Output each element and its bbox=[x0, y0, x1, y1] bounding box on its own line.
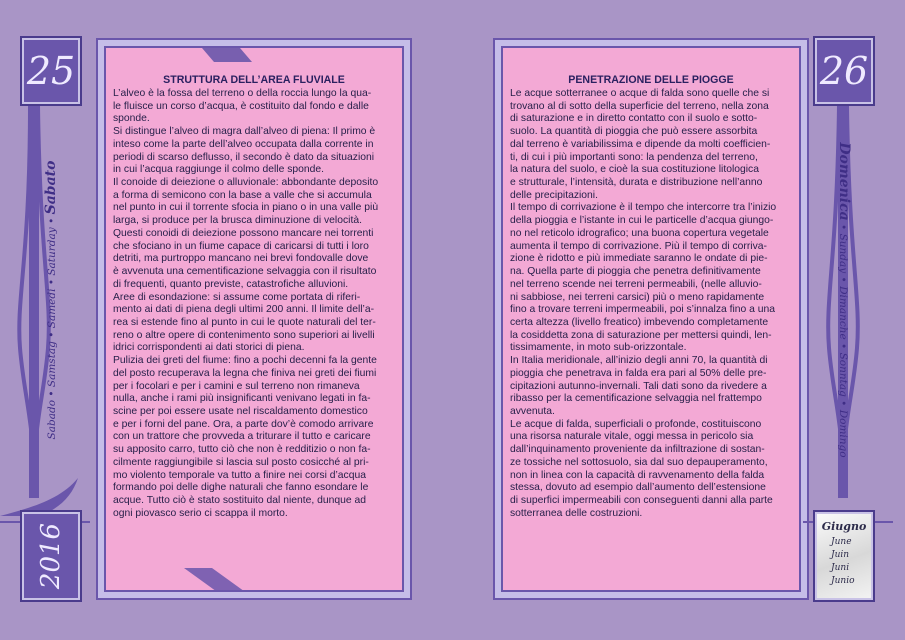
month-de: Juni bbox=[831, 563, 850, 573]
left-weekday-main: Sabato bbox=[43, 160, 59, 215]
left-weekday-en: Saturday bbox=[46, 227, 58, 276]
left-page-text-line: mento ai dati di piena degli ultimi 200 anni. Il limite dell’a- bbox=[113, 304, 375, 316]
left-page-text-line: inteso come la parte dell’alveo occupata dalla corrente in bbox=[113, 138, 374, 150]
left-page-text-line: mo violento temporale va tutto a finire nei corsi d’acqua bbox=[113, 469, 366, 481]
left-page-text-line: a forma di semicono con la base a valle che si accumula bbox=[113, 189, 372, 201]
left-page-text-line: su apposito carro, tutto ciò che non è redditizio o non fa- bbox=[113, 444, 371, 456]
right-page-text-line: In Italia meridionale, all’inizio degli anni 70, la quantità di bbox=[510, 355, 768, 367]
left-page-text-line: di frequenti, quanto previste, catastrofiche alluvioni. bbox=[113, 278, 349, 290]
right-page-text-line: Il tempo di corrivazione è il tempo che intercorre tra l’inizio bbox=[510, 202, 777, 214]
left-page-text-line: larga, si produce per la brusca diminuzione di velocità. bbox=[113, 215, 362, 227]
left-page-text-line: detriti, ma purtroppo mancano nei brevi fondovalle dove bbox=[113, 253, 369, 265]
left-weekday-de: Samstag bbox=[46, 341, 58, 388]
right-page-body bbox=[510, 88, 793, 520]
right-date-band bbox=[815, 38, 883, 600]
left-page-text-line: Aree di esondazione: si assume come portata di riferi- bbox=[113, 291, 361, 303]
right-page-panel bbox=[501, 46, 801, 592]
left-page-paragraph bbox=[113, 292, 396, 356]
left-page-text-line: le fluisce un corso d’acqua, è costituito dal fondo e dalle bbox=[113, 100, 369, 112]
right-page-paragraph bbox=[510, 355, 793, 419]
right-page-text-line: della pioggia e l’istante in cui le particelle d’acqua giungo- bbox=[510, 215, 774, 227]
right-weekday-de: Sonntag bbox=[837, 352, 849, 397]
right-page-title: PENETRAZIONE DELLE PIOGGE bbox=[568, 74, 734, 86]
year-label: 2016 bbox=[36, 522, 66, 590]
left-page-text-line: Si distingue l’alveo di magra dall’alveo di piena: Il primo è bbox=[113, 126, 376, 138]
right-page-text-line: nel terreno scende nei terreni permeabili, (nelle alluvio- bbox=[510, 278, 762, 290]
right-page-text-line: pioggia che penetrava in falda era pari al 50% delle pre- bbox=[510, 367, 767, 379]
right-page-text-line: ni sabbiose, nei terreni carsici) più o meno rapidamente bbox=[510, 291, 765, 303]
right-weekday-en: Sunday bbox=[837, 233, 849, 274]
right-page-text-line: di superfici impermeabili con conseguenti danni alla parte bbox=[510, 495, 773, 506]
left-day-number: 25 bbox=[22, 38, 80, 104]
right-page-text-line: zione è ridotto e più immediate saranno le ondate di pie- bbox=[510, 253, 768, 265]
left-page-paragraph bbox=[113, 177, 396, 228]
right-page-paragraph bbox=[510, 419, 793, 521]
right-page-text-line: una risorsa naturale vitale, oggi messa in pericolo sia bbox=[510, 431, 754, 443]
right-page-text-line: no nel reticolo idrografico; una buona copertura vegetale bbox=[510, 227, 769, 239]
left-page-paragraph bbox=[113, 355, 396, 520]
left-page-text-line: scine per poi essere usate nel riscaldamento domestico bbox=[113, 405, 368, 417]
left-weekday-list: Sabado • Samstag • Samedi • Saturday • Sabato bbox=[43, 160, 59, 440]
left-page-paragraph bbox=[113, 126, 396, 177]
left-page-title: STRUTTURA DELL’AREA FLUVIALE bbox=[163, 74, 345, 86]
right-page-text-line: certa altezza (livello freatico) imbevendo completamente bbox=[510, 316, 769, 328]
left-page-text-line: Il conoide di deiezione o alluvionale: abbondante deposito bbox=[113, 177, 379, 189]
right-weekday-es: Domingo bbox=[837, 409, 849, 458]
right-page-text-line: avvenuta. bbox=[510, 405, 555, 417]
left-page-text-line: cilmente raggiungibile si lascia sul posto cosicché al pri- bbox=[113, 456, 369, 468]
left-page-text-line: in cui l’acqua raggiunge il colmo delle sponde. bbox=[113, 164, 325, 176]
right-page-text-line: stessa, dovuto ad esempio dall’aumento dell’estensione bbox=[510, 482, 766, 494]
right-weekday-fr: Dimanche bbox=[837, 286, 849, 340]
right-page-paragraph bbox=[510, 202, 793, 355]
left-weekday-es: Sabado bbox=[46, 399, 58, 440]
left-page-text-line: che sfociano in un fiume capace di caricarsi di tutti i loro bbox=[113, 240, 369, 252]
right-page-text-line: delle precipitazioni. bbox=[510, 189, 598, 201]
left-page-text-line: sponde. bbox=[113, 113, 150, 125]
left-page-text-line: reno o altre opere di contenimento sono superiori ai livelli bbox=[113, 329, 375, 341]
right-weekday-list: Domenica • Sunday • Dimanche • Sonntag • Domingo bbox=[836, 142, 852, 458]
left-page-text-line: Pulizia dei greti del fiume: fino a pochi decenni fa la gente bbox=[113, 355, 377, 367]
left-page-text-line: rea si estende fino al punto in cui le quote naturali del ter- bbox=[113, 316, 376, 328]
left-page-text-line: nulla, anche i rami più insignificanti venivano legati in fa- bbox=[113, 393, 371, 405]
left-page-text-line: periodi di scarso deflusso, il secondo è dato da situazioni bbox=[113, 151, 375, 163]
right-page-text-line: e strutturale, l’intensità, durata e distribuzione nell’anno bbox=[510, 177, 763, 189]
month-box bbox=[815, 512, 873, 600]
right-page-text-line: dal terreno è variabilissima e dipende da molti coefficien- bbox=[510, 138, 771, 150]
left-page-text-line: idrici corrispondenti ai dati storici di piena. bbox=[113, 342, 305, 354]
left-page-paragraph bbox=[113, 228, 396, 292]
right-page-text-line: sotterranea delle costruzioni. bbox=[510, 507, 643, 519]
month-translations bbox=[831, 536, 855, 588]
right-page-text-line: trovano al di sotto della superficie del terreno, nella zona bbox=[510, 100, 769, 112]
left-page-text-line: e per i forni del pane. Ora, a parte dov’è comodo arrivare bbox=[113, 418, 374, 430]
month-main-label: Giugno bbox=[821, 520, 867, 533]
left-weekday-fr: Samedi bbox=[46, 288, 58, 329]
left-page-text-line: Questi conoidi di deiezione possono mancare nei torrenti bbox=[113, 227, 374, 239]
right-page-text-line: dall’inquinamento proveniente da infiltrazione di sostan- bbox=[510, 444, 765, 456]
right-page-text-line: fino a trovare terreni impermeabili, poi s’innalza fino a una bbox=[510, 304, 776, 316]
left-page-text-line: nel punto in cui il torrente sfocia in piano o in una valle più bbox=[113, 202, 379, 214]
left-page-text-line: formando poi delle dighe naturali che fanno esondare le bbox=[113, 482, 369, 494]
month-fr: Juin bbox=[831, 550, 850, 560]
right-page-text-line: Le acque sotterranee o acque di falda sono quelle che si bbox=[510, 88, 770, 99]
right-page bbox=[493, 38, 809, 600]
left-page-body bbox=[113, 88, 396, 520]
right-page-text-line: tissimamente, in moto sub-orizzontale. bbox=[510, 342, 687, 354]
right-page-text-line: ze tossiche nel sottosuolo, sia dal suo depauperamento, bbox=[510, 456, 768, 468]
right-page-text-line: non in linea con la capacità di ravvenamento della falda bbox=[510, 469, 765, 481]
right-page-text-line: suolo. La quantità di pioggia che può essere assorbita bbox=[510, 126, 758, 138]
month-es: Junio bbox=[831, 576, 855, 586]
right-page-text-line: Le acque di falda, superficiali o profonde, costituiscono bbox=[510, 418, 762, 430]
right-page-text-line: aumenta il tempo di corrivazione. Più il tempo di corriva- bbox=[510, 240, 767, 252]
right-page-text-line: ti, di cui i più importanti sono: la pendenza del terreno, bbox=[510, 151, 758, 163]
right-page-paragraph bbox=[510, 88, 793, 202]
month-en: June bbox=[831, 537, 852, 547]
right-page-text-line: di saturazione e in diretto contatto con il suolo e sotto- bbox=[510, 113, 758, 125]
left-page-text-line: acque. Tutto ciò è stato sostituito dal niente, dunque ad bbox=[113, 495, 367, 506]
right-page-text-line: cipitazioni autunno-invernali. Tali dati sono da rivedere a bbox=[510, 380, 767, 392]
right-page-text-line: ribasso per la cementificazione selvaggia nel frattempo bbox=[510, 393, 762, 405]
right-page-text-line: na. Quella parte di pioggia che penetra definitivamente bbox=[510, 266, 761, 278]
left-page-text-line: L’alveo è la fossa del terreno o della roccia lungo la qua- bbox=[113, 88, 372, 99]
left-page-text-line: del posto recuperava la legna che finiva nei greti dei fiumi bbox=[113, 367, 377, 379]
left-page-panel bbox=[104, 46, 404, 592]
left-page-text-line: ogni piovasco serio ci scappa il morto. bbox=[113, 507, 288, 519]
left-page-text-line: con un trattore che provveda a triturare il tutto e caricare bbox=[113, 431, 371, 443]
right-page-text-line: la natura del suolo, e cioè la sua costituzione litologica bbox=[510, 164, 759, 176]
left-page-text-line: è avvenuta una cementificazione selvaggia con il risultato bbox=[113, 266, 377, 278]
right-day-number: 26 bbox=[815, 38, 873, 104]
left-date-band bbox=[22, 38, 90, 600]
right-weekday-main: Domenica bbox=[836, 142, 852, 221]
left-page bbox=[96, 38, 412, 600]
year-box bbox=[22, 512, 80, 600]
left-page-paragraph bbox=[113, 88, 396, 126]
left-page-text-line: per i focolari e per i camini e sul terreno non rimaneva bbox=[113, 380, 360, 392]
right-page-text-line: la cosiddetta zona di saturazione per mettersi quindi, len- bbox=[510, 329, 772, 341]
